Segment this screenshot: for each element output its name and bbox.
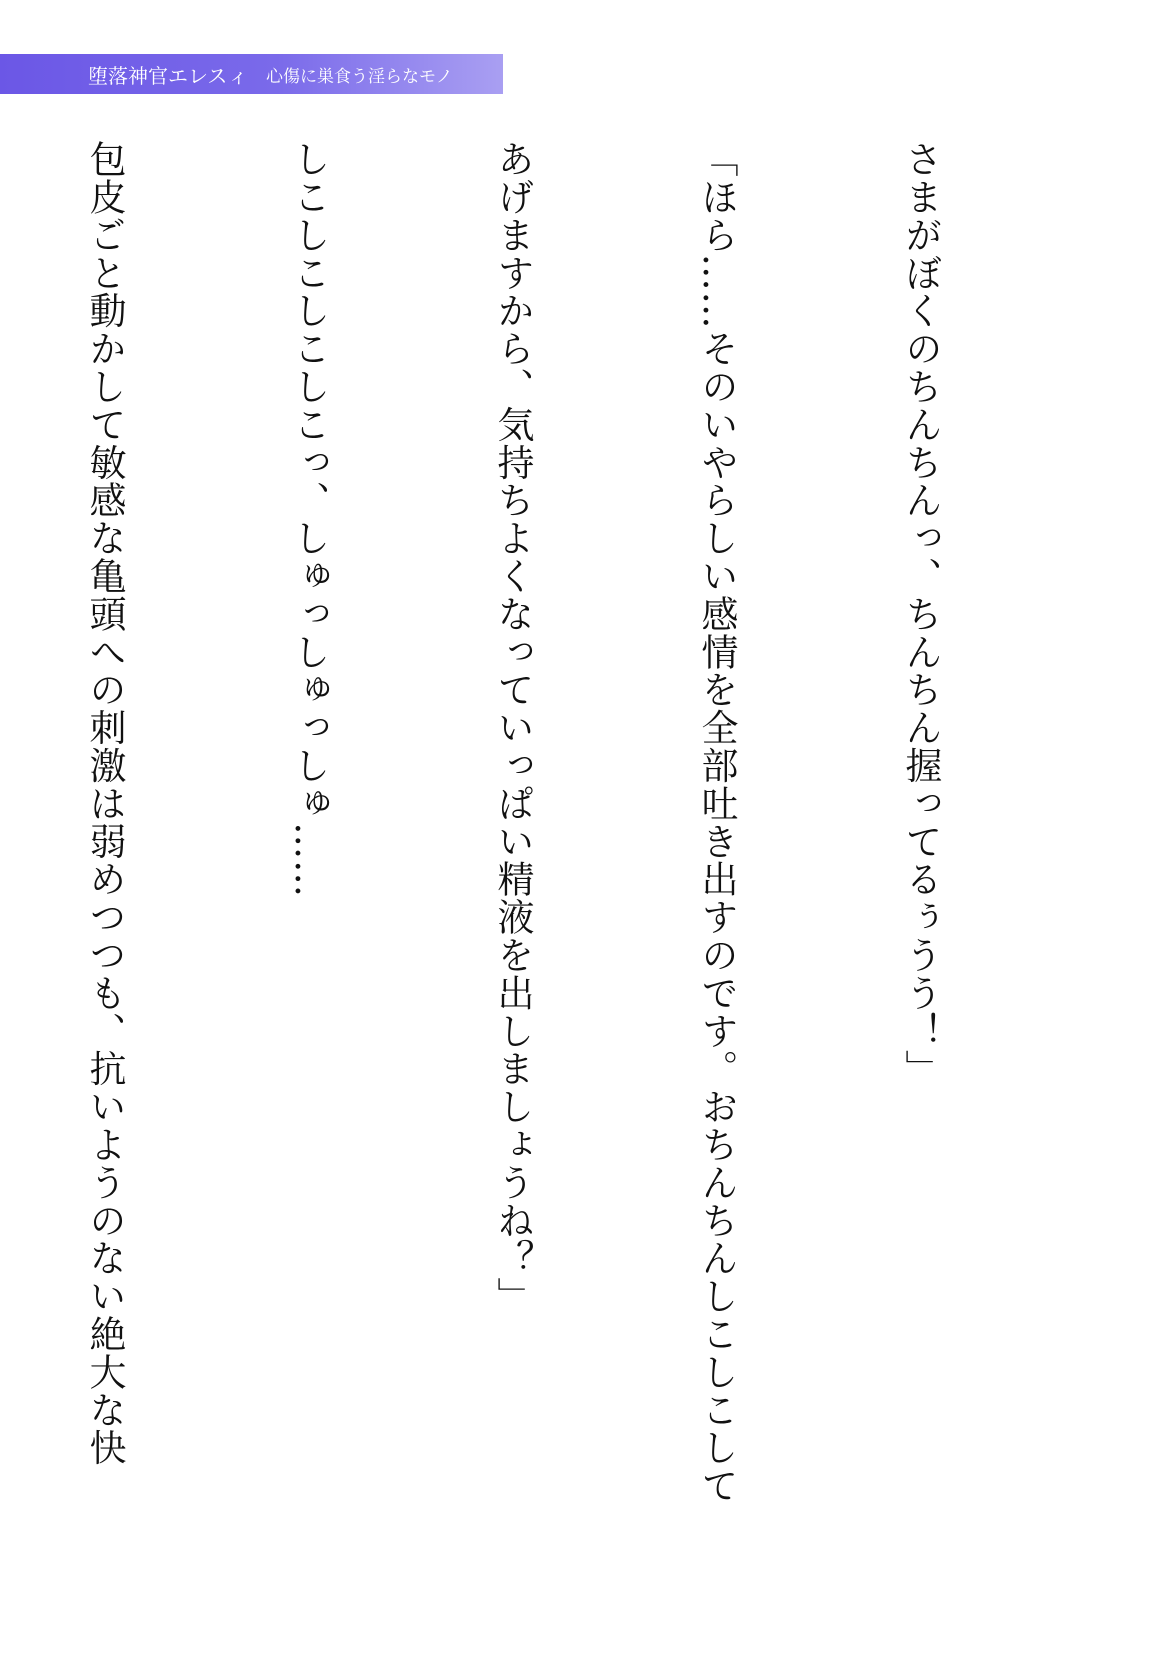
text-line: あげますから、気持ちよくなっていっぱい精液を出しましょうね？」 bbox=[491, 140, 534, 1315]
text-line: 「ほら……そのいやらしい感情を全部吐き出すのです。おちんちんしこしこして bbox=[695, 140, 738, 1505]
chapter-subtitle: 心傷に巣食う淫らなモノ bbox=[266, 66, 453, 87]
vertical-body-text bbox=[0, 140, 1090, 1600]
book-title: 堕落神官エレスィ bbox=[88, 63, 248, 88]
page-header-bar bbox=[0, 54, 503, 94]
text-line: 包皮ごと動かして敏感な亀頭への刺激は弱めつつも、抗いようのない絶大な快 bbox=[83, 140, 126, 1467]
text-line: さまがぼくのちんちんっ、ちんちん握ってるぅうう！」 bbox=[899, 140, 942, 1088]
text-line: しこしこしこしこっ、しゅっしゅっしゅ…… bbox=[287, 140, 330, 898]
